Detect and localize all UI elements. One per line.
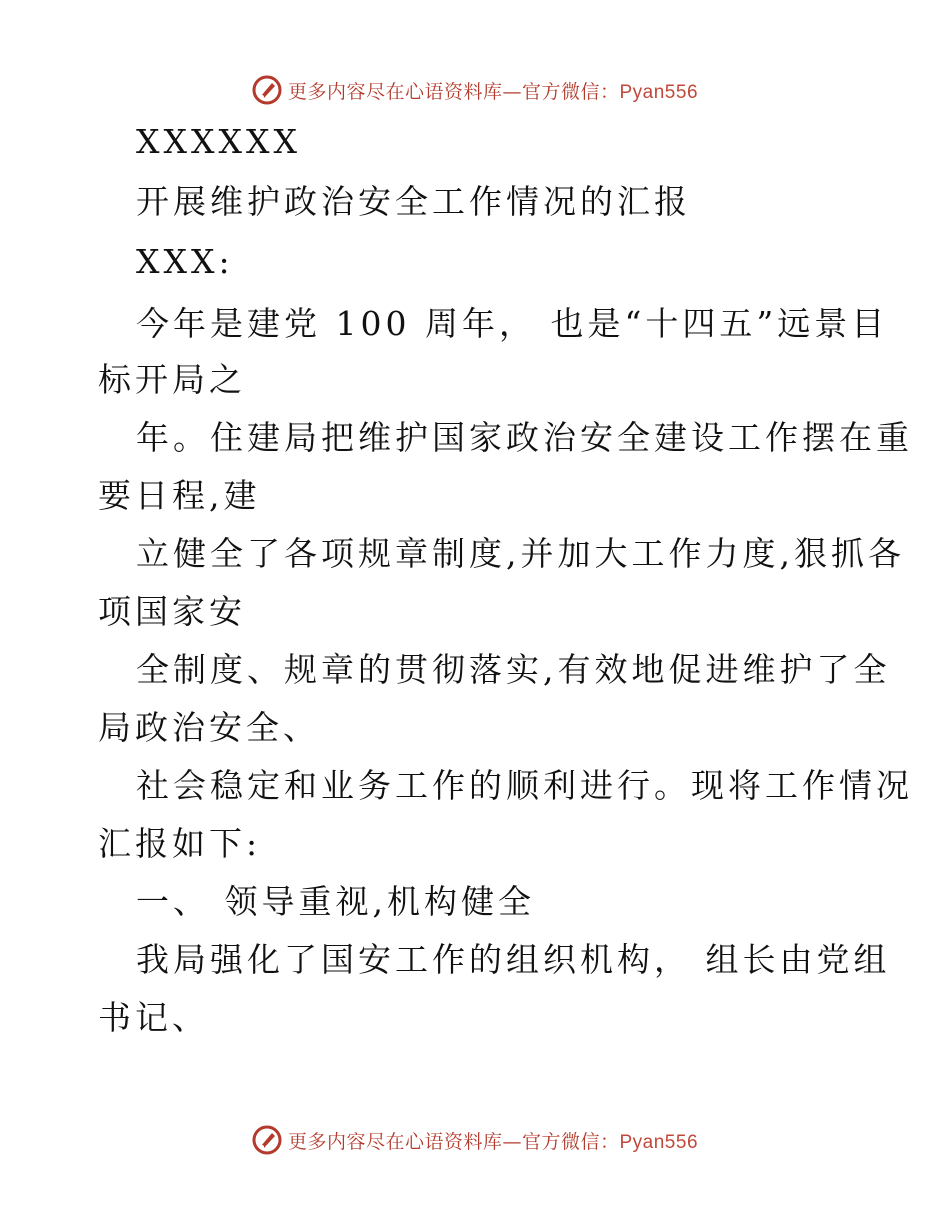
paragraph-line: 标开局之	[98, 360, 246, 399]
red-circle-pen-logo-icon	[252, 1125, 282, 1155]
watermark-text: 更多内容尽在心语资料库—官方微信：Pyan556	[287, 80, 699, 103]
paragraph-line: 今年是建党 100 周年， 也是“十四五”远景目	[136, 304, 889, 343]
watermark-wechat-id: Pyan556	[619, 81, 699, 103]
document-title: 开展维护政治安全工作情况的汇报	[136, 182, 691, 221]
paragraph-line: 社会稳定和业务工作的顺利进行。现将工作情况	[136, 766, 913, 805]
document-salutation: XXX:	[136, 242, 234, 281]
watermark-banner-bottom	[0, 1120, 950, 1160]
document-heading-code: XXXXXX	[136, 122, 301, 161]
paragraph-line: 项国家安	[98, 592, 246, 631]
paragraph-line: 我局强化了国安工作的组织机构， 组长由党组	[136, 940, 891, 979]
watermark-wechat-id: Pyan556	[619, 1131, 699, 1153]
paragraph-line: 书记、	[98, 998, 209, 1037]
paragraph-line: 要日程,建	[98, 476, 261, 515]
red-circle-pen-logo-icon	[252, 75, 282, 105]
section-heading: 一、 领导重视,机构健全	[136, 882, 535, 921]
paragraph-line: 全制度、规章的贯彻落实,有效地促进维护了全	[136, 650, 891, 689]
paragraph-line: 局政治安全、	[98, 708, 320, 747]
paragraph-line: 立健全了各项规章制度,并加大工作力度,狠抓各	[136, 534, 905, 573]
watermark-banner-top	[0, 70, 950, 110]
watermark-text: 更多内容尽在心语资料库—官方微信：Pyan556	[287, 1130, 699, 1153]
paragraph-line: 汇报如下:	[98, 824, 262, 863]
paragraph-line: 年。住建局把维护国家政治安全建设工作摆在重	[136, 418, 913, 457]
